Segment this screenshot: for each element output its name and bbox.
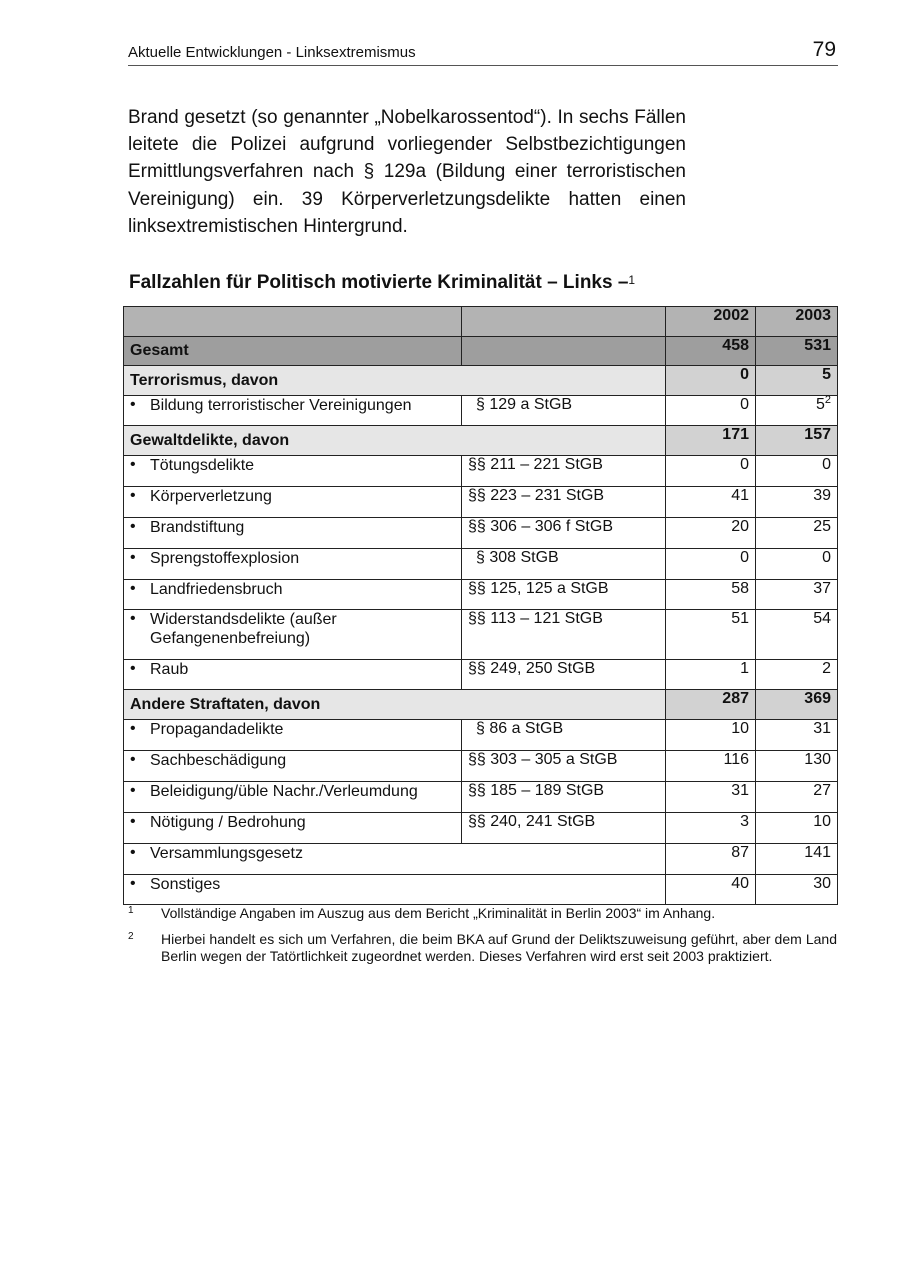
value-2003: 31: [756, 720, 838, 751]
table-row: [124, 660, 838, 690]
value-2003: 141: [756, 844, 838, 875]
value-2003: 25: [756, 518, 838, 549]
bullet-icon: •: [130, 487, 136, 504]
footnote-text: Hierbei handelt es sich um Verfahren, die beim BKA auf Grund der Deliktszuweisung geführt, aber dem Land Berlin wegen der Tatörtlichkeit zugeordnet werden. Dieses Verfahren wird erst seit 2003 praktiziert.: [161, 931, 837, 964]
category-2003: 5: [756, 366, 838, 396]
value-2002: 20: [666, 518, 756, 549]
law-reference: §§ 211 – 221 StGB: [462, 456, 666, 487]
value-2003: 2: [756, 660, 838, 690]
bullet-icon: •: [130, 580, 136, 597]
total-empty-cell: [462, 337, 666, 366]
category-label: Andere Straftaten, davon: [124, 690, 666, 720]
item-label: Beleidigung/üble Nachr./Verleumdung: [150, 783, 418, 800]
table-row: [124, 782, 838, 813]
item-cell: [124, 456, 462, 487]
value-2002: 1: [666, 660, 756, 690]
value-2003: 0: [756, 549, 838, 580]
value-2002: 31: [666, 782, 756, 813]
law-reference: §§ 306 – 306 f StGB: [462, 518, 666, 549]
law-reference: §§ 240, 241 StGB: [462, 813, 666, 844]
value-2003: 130: [756, 751, 838, 782]
header-empty-cell: [462, 307, 666, 337]
law-reference: §§ 185 – 189 StGB: [462, 782, 666, 813]
value-2003: 37: [756, 580, 838, 610]
bullet-icon: •: [130, 782, 136, 799]
value-2003: 30: [756, 875, 838, 905]
item-label: Körperverletzung: [150, 488, 272, 505]
item-cell: [124, 751, 462, 782]
item-cell: [124, 660, 462, 690]
value-2002: 116: [666, 751, 756, 782]
law-reference: §§ 113 – 121 StGB: [462, 610, 666, 660]
law-reference: §§ 223 – 231 StGB: [462, 487, 666, 518]
item-label: Sonstiges: [150, 876, 221, 893]
value-2003: 27: [756, 782, 838, 813]
category-label: Gewaltdelikte, davon: [124, 426, 666, 456]
value-2002: 40: [666, 875, 756, 905]
value-2002: 0: [666, 549, 756, 580]
item-cell: [124, 813, 462, 844]
value-2003: 0: [756, 456, 838, 487]
value-2002: 87: [666, 844, 756, 875]
year-header-2003: 2003: [756, 307, 838, 337]
table-row: [124, 580, 838, 610]
value-2003: 5: [815, 396, 825, 413]
law-reference: § 308 StGB: [462, 549, 666, 580]
value-2002: 0: [666, 456, 756, 487]
bullet-icon: •: [130, 396, 136, 413]
footnotes: [128, 905, 837, 974]
total-row: [124, 337, 838, 366]
item-cell: [124, 487, 462, 518]
category-2003: 157: [756, 426, 838, 456]
item-label: Tötungsdelikte: [150, 457, 255, 474]
item-cell: [124, 610, 462, 660]
bullet-icon: •: [130, 518, 136, 535]
page-header: [128, 38, 838, 66]
item-label: Widerstandsdelikte (außer Gefangenenbefreiung): [150, 611, 337, 647]
item-cell: [124, 875, 666, 905]
category-row-violence: [124, 426, 838, 456]
item-cell: [124, 844, 666, 875]
table-row: [124, 813, 838, 844]
value-2002: 3: [666, 813, 756, 844]
category-2002: 287: [666, 690, 756, 720]
item-label: Nötigung / Bedrohung: [150, 814, 306, 831]
header-empty-cell: [124, 307, 462, 337]
value-2002: 58: [666, 580, 756, 610]
table-row: [124, 751, 838, 782]
category-row-terrorism: [124, 366, 838, 396]
table-header-row: [124, 307, 838, 337]
total-2002: 458: [666, 337, 756, 366]
table-row: [124, 875, 838, 905]
item-label: Brandstiftung: [150, 519, 245, 536]
bullet-icon: •: [130, 720, 136, 737]
table-row: [124, 518, 838, 549]
footnote: [128, 905, 837, 922]
value-2002: 41: [666, 487, 756, 518]
bullet-icon: •: [130, 456, 136, 473]
bullet-icon: •: [130, 660, 136, 677]
item-label: Propagandadelikte: [150, 721, 284, 738]
value-2002: 0: [666, 396, 756, 426]
bullet-icon: •: [130, 875, 136, 892]
page-number: 79: [812, 38, 836, 61]
footnote-ref: 2: [824, 394, 831, 406]
bullet-icon: •: [130, 751, 136, 768]
footnote-mark: 1: [128, 905, 134, 916]
bullet-icon: •: [130, 844, 136, 861]
item-label: Landfriedensbruch: [150, 581, 283, 598]
value-2002: 10: [666, 720, 756, 751]
table-row: [124, 549, 838, 580]
item-label: Bildung terroristischer Vereinigungen: [150, 397, 412, 414]
law-reference: § 86 a StGB: [462, 720, 666, 751]
body-paragraph: Brand gesetzt (so genannter „Nobelkarossentod“). In sechs Fällen leitete die Polizei aufgrund vorliegender Selbstbezichtigungen Ermittlungsverfahren nach § 129a (Bildung einer terroristischen Vereinigung) ein. 39 Körperverletzungsdelikte hatten einen linksextremistischen Hintergrund.: [128, 107, 686, 237]
table-title-footnote-ref: 1: [628, 273, 636, 287]
footnote-text: Vollständige Angaben im Auszug aus dem Bericht „Kriminalität in Berlin 2003“ im Anhang.: [161, 905, 716, 921]
item-label: Sprengstoffexplosion: [150, 550, 300, 567]
table-row: [124, 720, 838, 751]
value-2003: 10: [756, 813, 838, 844]
item-label: Sachbeschädigung: [150, 752, 287, 769]
category-row-other: [124, 690, 838, 720]
category-2002: 171: [666, 426, 756, 456]
year-header-2002: 2002: [666, 307, 756, 337]
bullet-icon: •: [130, 549, 136, 566]
law-reference: §§ 125, 125 a StGB: [462, 580, 666, 610]
table-row: [124, 396, 838, 426]
statistics-table: [123, 306, 838, 905]
item-label: Raub: [150, 661, 189, 678]
bullet-icon: •: [130, 813, 136, 830]
table-title: [129, 272, 635, 294]
table-row: [124, 610, 838, 660]
footnote: [128, 931, 837, 965]
header-title: Aktuelle Entwicklungen - Linksextremismus: [128, 44, 416, 61]
value-2003: 54: [756, 610, 838, 660]
item-cell: [124, 580, 462, 610]
item-cell: [124, 549, 462, 580]
law-reference: § 129 a StGB: [462, 396, 666, 426]
total-2003: 531: [756, 337, 838, 366]
category-2003: 369: [756, 690, 838, 720]
value-2003-cell: [756, 396, 838, 426]
item-cell: [124, 782, 462, 813]
table-title-text: Fallzahlen für Politisch motivierte Kriminalität – Links –: [129, 272, 629, 293]
table-row: [124, 487, 838, 518]
footnote-mark: 2: [128, 931, 134, 942]
value-2003: 39: [756, 487, 838, 518]
item-cell: [124, 720, 462, 751]
item-cell: [124, 396, 462, 426]
table-row: [124, 456, 838, 487]
law-reference: §§ 249, 250 StGB: [462, 660, 666, 690]
category-2002: 0: [666, 366, 756, 396]
law-reference: §§ 303 – 305 a StGB: [462, 751, 666, 782]
bullet-icon: •: [130, 610, 136, 627]
category-label: Terrorismus, davon: [124, 366, 666, 396]
item-label: Versammlungsgesetz: [150, 845, 303, 862]
item-cell: [124, 518, 462, 549]
value-2002: 51: [666, 610, 756, 660]
total-label: Gesamt: [124, 337, 462, 366]
table-row: [124, 844, 838, 875]
